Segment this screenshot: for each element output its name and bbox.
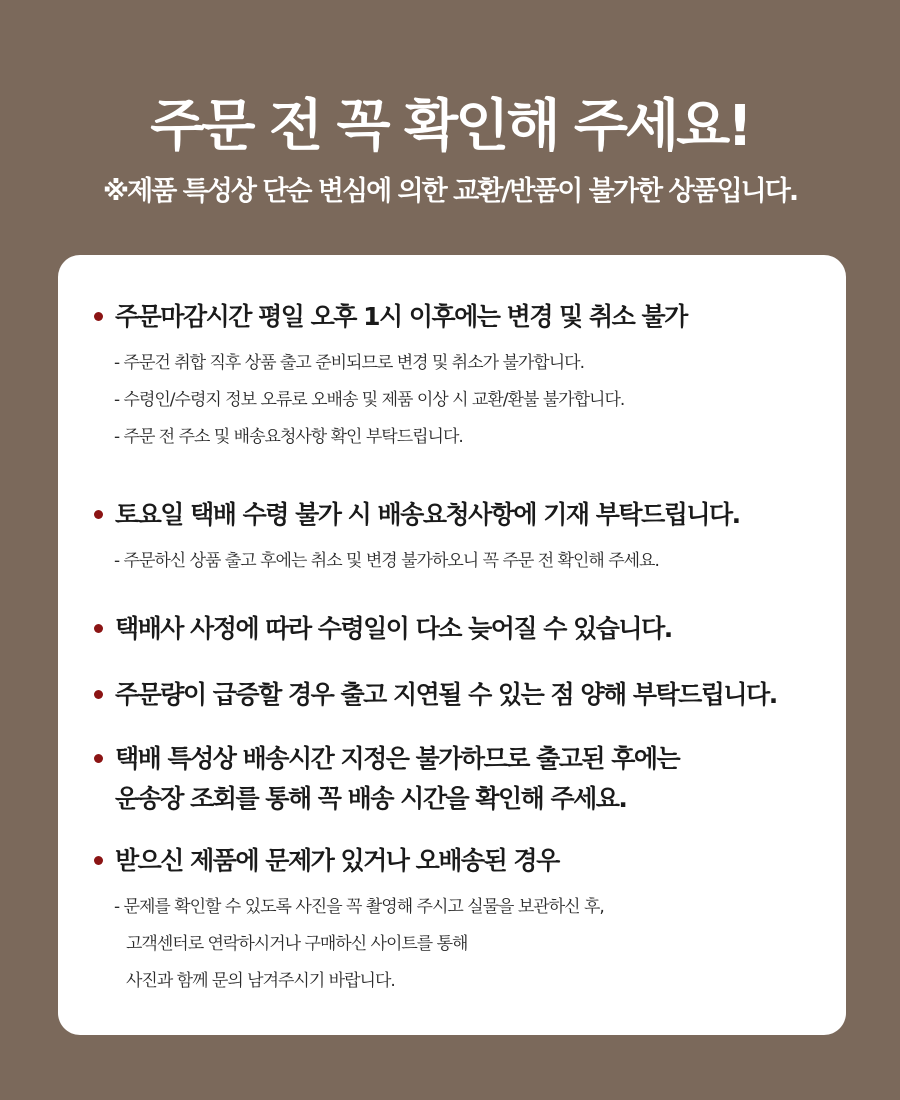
notice-section-saturday — [94, 495, 834, 580]
notice-details — [114, 889, 834, 1000]
page-subtitle: ※제품 특성상 단순 변심에 의한 교환/반품이 불가한 상품입니다. — [102, 176, 798, 207]
notice-details — [114, 543, 834, 580]
detail-line: - 주문건 취합 직후 상품 출고 준비되므로 변경 및 취소가 불가합니다. — [114, 353, 584, 373]
notice-section-defective-product — [94, 841, 834, 1000]
notice-section-order-surge — [94, 675, 834, 715]
notice-heading: 택배사 사정에 따라 수령일이 다소 늦어질 수 있습니다. — [115, 614, 672, 643]
detail-line: 사진과 함께 문의 남겨주시기 바랍니다. — [126, 971, 395, 991]
bullet-icon — [94, 690, 103, 699]
detail-line: 고객센터로 연락하시거나 구매하신 사이트를 통해 — [126, 934, 468, 954]
bullet-icon — [94, 624, 103, 633]
detail-line: - 주문하신 상품 출고 후에는 취소 및 변경 불가하오니 꼭 주문 전 확인해 주세요. — [114, 551, 659, 571]
detail-line: - 주문 전 주소 및 배송요청사항 확인 부탁드립니다. — [114, 427, 463, 447]
bullet-icon — [94, 856, 103, 865]
notice-section-order-deadline — [94, 297, 834, 456]
detail-line: - 수령인/수령지 정보 오류로 오배송 및 제품 이상 시 교환/환불 불가합니다. — [114, 390, 625, 410]
notice-card — [58, 255, 846, 1035]
bullet-icon — [94, 312, 103, 321]
notice-heading: 받으신 제품에 문제가 있거나 오배송된 경우 — [115, 846, 559, 875]
detail-line: - 문제를 확인할 수 있도록 사진을 꼭 촬영해 주시고 실물을 보관하신 후, — [114, 897, 604, 917]
page-title: 주문 전 꼭 확인해 주세요! — [150, 94, 750, 159]
notice-heading: 주문마감시간 평일 오후 1시 이후에는 변경 및 취소 불가 — [115, 302, 687, 331]
notice-section-delivery-time — [94, 739, 834, 819]
notice-heading: 토요일 택배 수령 불가 시 배송요청사항에 기재 부탁드립니다. — [115, 500, 740, 529]
bullet-icon — [94, 510, 103, 519]
notice-heading: 주문량이 급증할 경우 출고 지연될 수 있는 점 양해 부탁드립니다. — [115, 680, 777, 709]
bullet-icon — [94, 754, 103, 763]
notice-section-courier-delay — [94, 609, 834, 649]
notice-details — [114, 345, 834, 456]
notice-heading: 택배 특성상 배송시간 지정은 불가하므로 출고된 후에는 운송장 조회를 통해 꼭 배송 시간을 확인해 주세요. — [115, 744, 680, 813]
